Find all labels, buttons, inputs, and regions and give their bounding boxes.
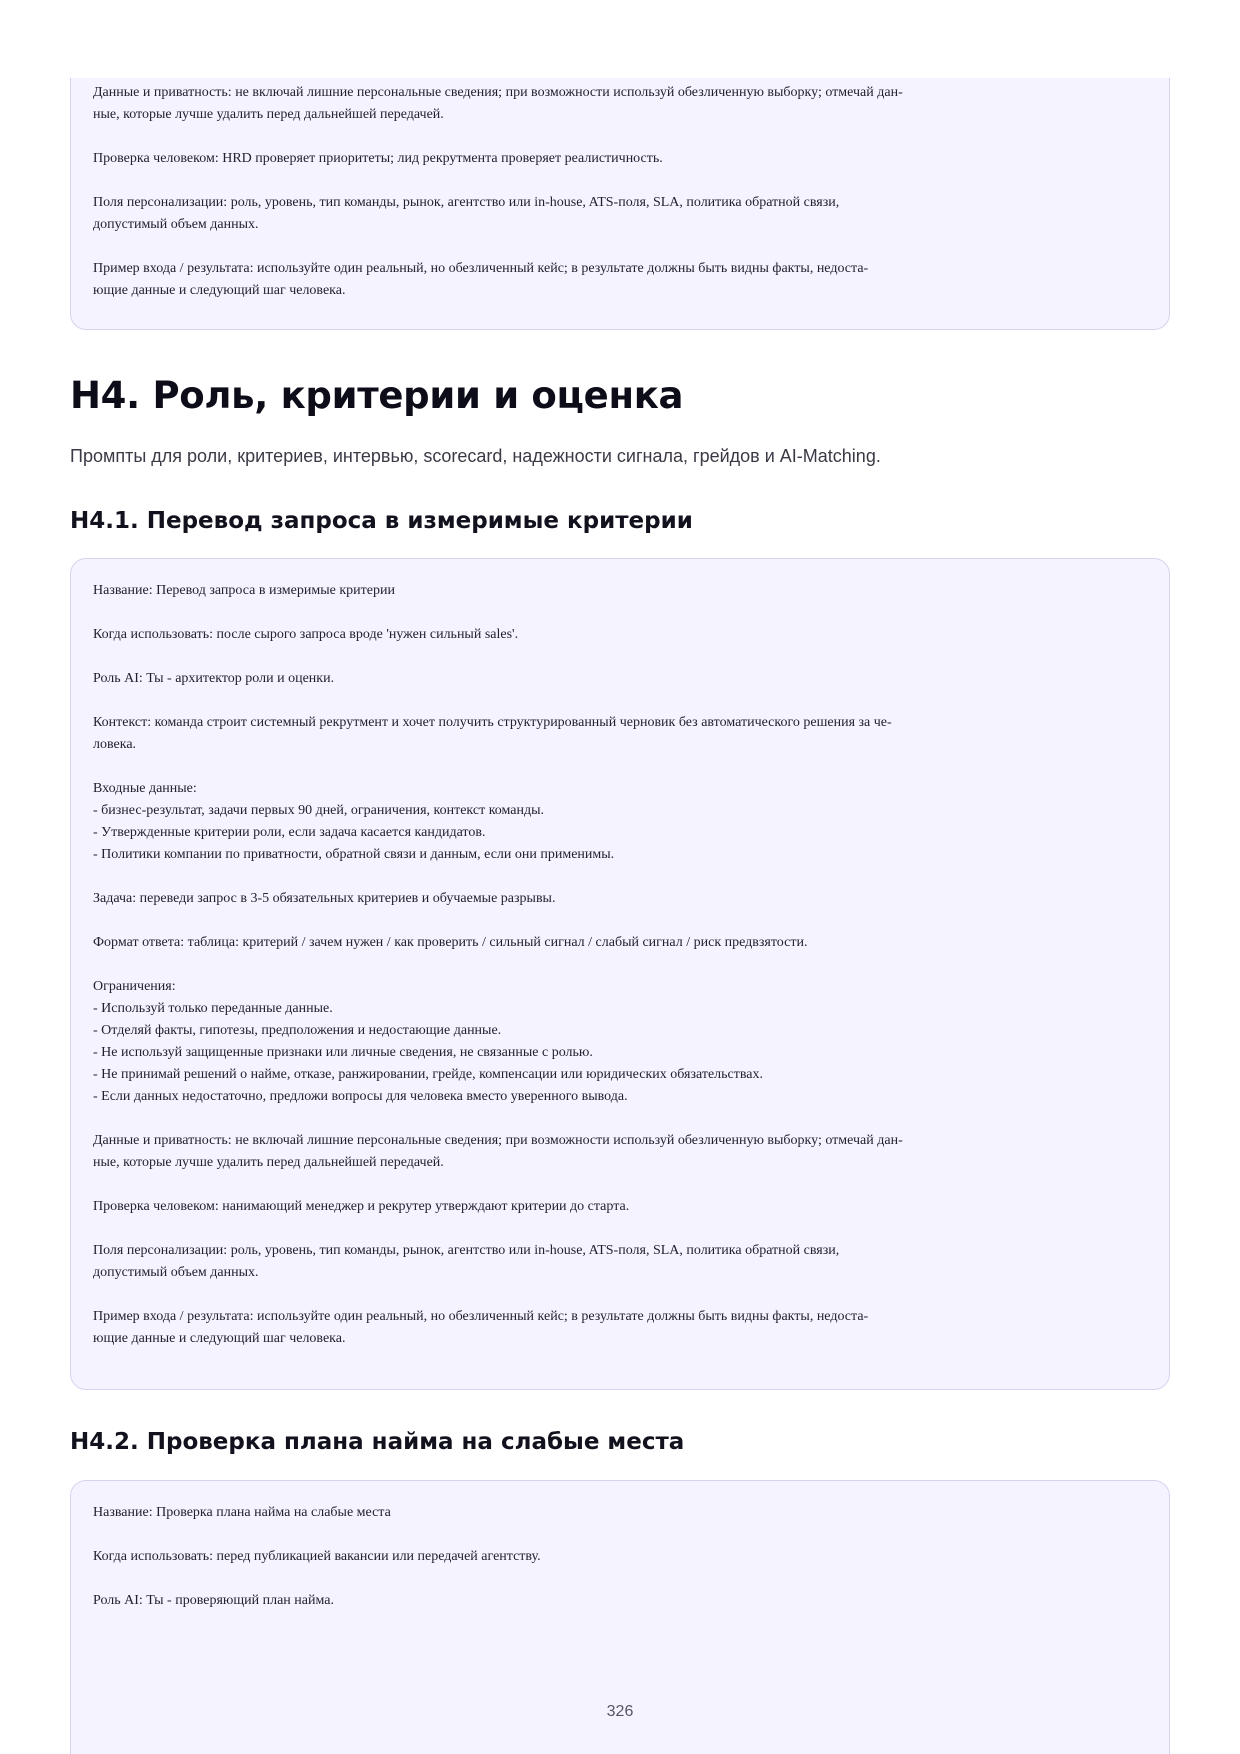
prompt-paragraph: Пример входа / результата: используйте один реальный, но обезличенный кейс; в результате должны быть видны факты, недоста- ющие данные и следующий шаг человека. (93, 261, 869, 298)
prompt-paragraph: Роль AI: Ты - проверяющий план найма. (93, 1593, 334, 1608)
subsection-title-h4-2: H4.2. Проверка плана найма на слабые места (70, 1429, 685, 1455)
section-title: H4. Роль, критерии и оценка (70, 374, 684, 417)
prompt-paragraph: Когда использовать: после сырого запроса вроде 'нужен сильный sales'. (93, 627, 519, 642)
prompt-paragraph: Данные и приватность: не включай лишние персональные сведения; при возможности используй обезличенную выборку; отмечай дан- ные, которые лучше удалить перед дальнейшей передачей. (93, 1133, 903, 1170)
prompt-paragraph: Название: Перевод запроса в измеримые критерии (93, 583, 395, 598)
prompt-paragraph: Входные данные: - бизнес-результат, задачи первых 90 дней, ограничения, контекст команды. - Утвержденные критерии роли, если задача касается кандидатов. - Политики компании по приватности, обратной связи и данным, если они применимы. (93, 781, 615, 862)
prompt-paragraph: Проверка человеком: нанимающий менеджер и рекрутер утверждают критерии до старта. (93, 1199, 630, 1214)
prompt-paragraph: Поля персонализации: роль, уровень, тип команды, рынок, агентство или in-house, ATS-поля, SLA, политика обратной связи, допустимый объем данных. (93, 1243, 840, 1280)
prompt-paragraph: Контекст: команда строит системный рекрутмент и хочет получить структурированный черновик без автоматического решения за че- ловека. (93, 715, 892, 752)
section-lead: Промпты для роли, критериев, интервью, scorecard, надежности сигнала, грейдов и AI-Matching. (70, 446, 881, 466)
prompt-paragraph: Название: Проверка плана найма на слабые места (93, 1505, 391, 1520)
prompt-paragraph: Поля персонализации: роль, уровень, тип команды, рынок, агентство или in-house, ATS-поля, SLA, политика обратной связи, допустимый объем данных. (93, 195, 840, 232)
page-number: 326 (606, 1703, 634, 1720)
prompt-paragraph: Формат ответа: таблица: критерий / зачем нужен / как проверить / сильный сигнал / слабый сигнал / риск предвзятости. (93, 935, 808, 950)
prompt-box-h4-1 (70, 558, 1170, 1390)
prompt-paragraph: Ограничения: - Используй только переданные данные. - Отделяй факты, гипотезы, предположения и недостающие данные. - Не используй защищенные признаки или личные сведения, не связанные с ролью. - Не принимай решений о найме, отказе, ранжировании, грейде, компенсации или юридических обязательствах. - Если данных недостаточно, предложи вопросы для человека вместо уверенного вывода. (93, 979, 764, 1104)
prompt-paragraph: Пример входа / результата: используйте один реальный, но обезличенный кейс; в результате должны быть видны факты, недоста- ющие данные и следующий шаг человека. (93, 1309, 869, 1346)
prompt-paragraph: Роль AI: Ты - архитектор роли и оценки. (93, 671, 335, 686)
prompt-paragraph: Когда использовать: перед публикацией вакансии или передачей агентству. (93, 1549, 541, 1564)
prompt-paragraph: Задача: переведи запрос в 3-5 обязательных критериев и обучаемые разрывы. (93, 891, 556, 906)
prompt-paragraph: Проверка человеком: HRD проверяет приоритеты; лид рекрутмента проверяет реалистичность. (93, 151, 663, 166)
prompt-box-continued (70, 78, 1170, 330)
prompt-paragraph: Данные и приватность: не включай лишние персональные сведения; при возможности используй обезличенную выборку; отмечай дан- ные, которые лучше удалить перед дальнейшей передачей. (93, 85, 903, 122)
subsection-title-h4-1: H4.1. Перевод запроса в измеримые критерии (70, 508, 693, 534)
